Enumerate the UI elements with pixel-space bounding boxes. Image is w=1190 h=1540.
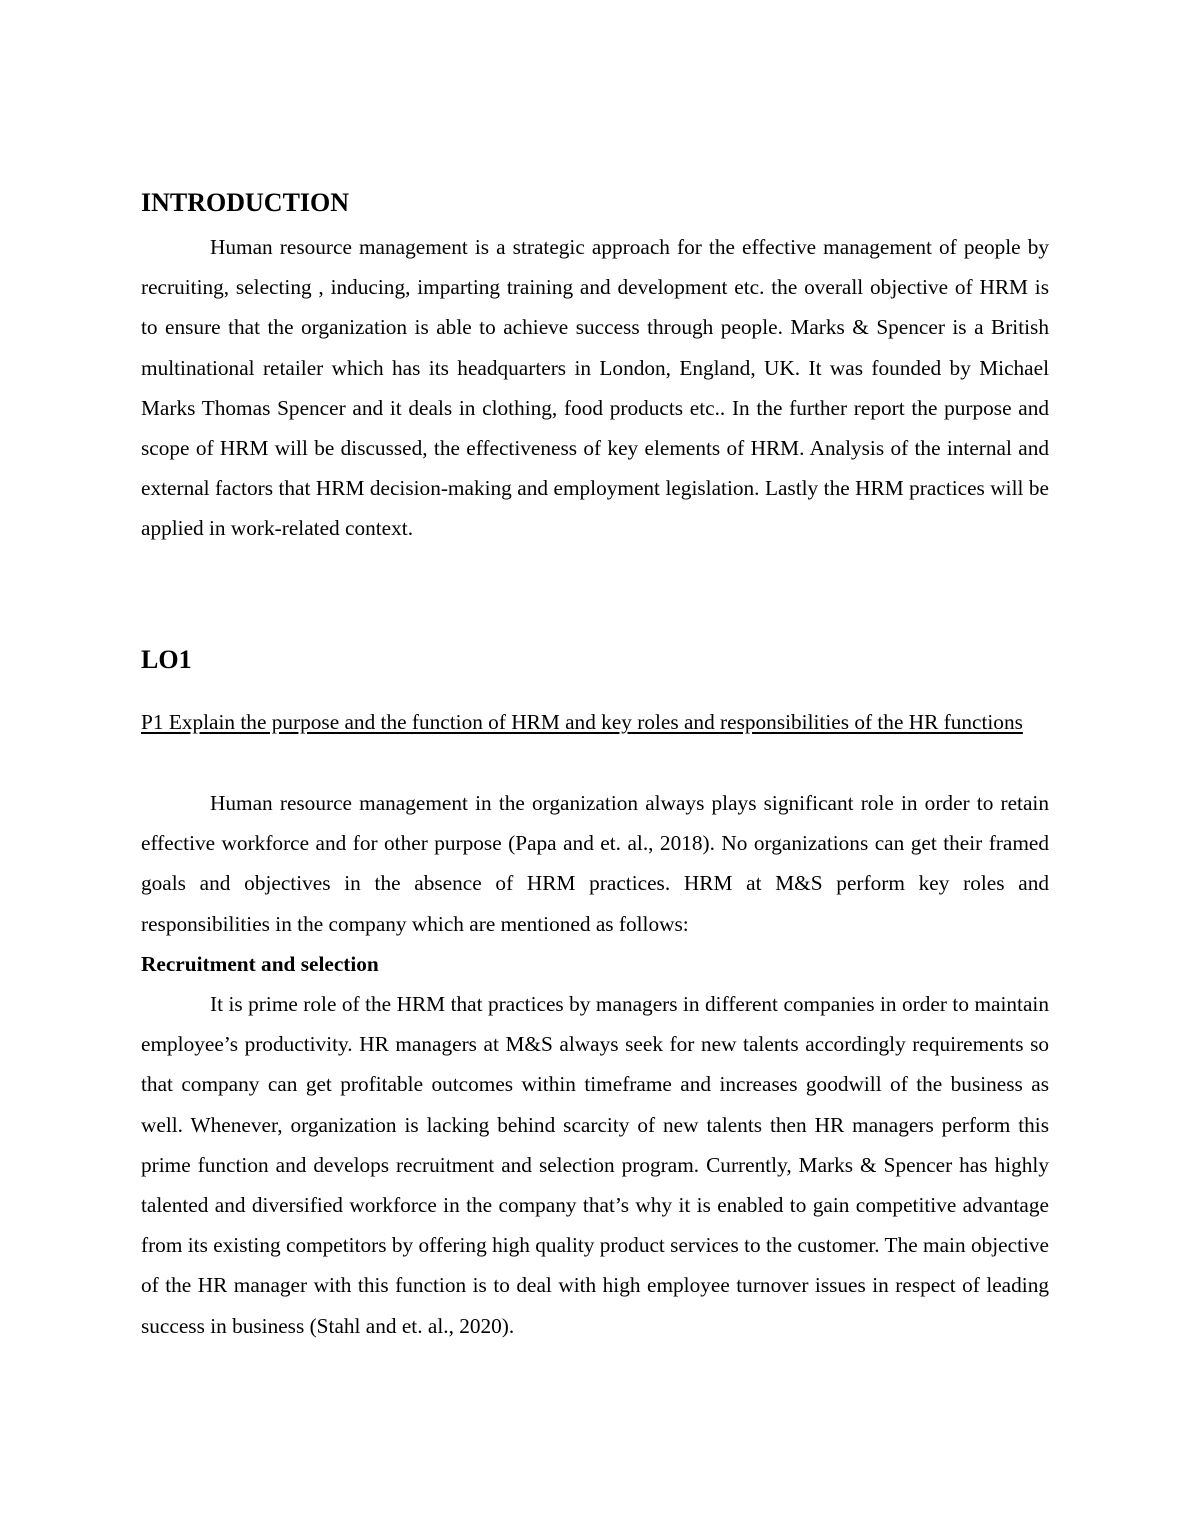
p1-subtitle: P1 Explain the purpose and the function of HRM and key roles and responsibilities of the HR functions [141,710,1023,734]
lo1-heading: LO1 [141,645,192,674]
recruitment-heading: Recruitment and selection [141,952,379,976]
introduction-heading: INTRODUCTION [141,188,350,217]
recruitment-paragraph: It is prime role of the HRM that practices by managers in different companies in order to maintain employee’s productivity. HR managers at M&S always seek for new talents accordingly requirements so that company can get profitable outcomes within timeframe and increases goodwill of the business as well. Whenever, organization is lacking behind scarcity of new talents then HR managers perform this prime function and develops recruitment and selection program. Currently, Marks & Spencer has highly talented and diversified workforce in the company that’s why it is enabled to gain competitive advantage from its existing competitors by offering high quality product services to the customer. The main objective of the HR manager with this function is to deal with high employee turnover issues in respect of leading success in business (Stahl and et. al., 2020). [141,992,1049,1338]
introduction-paragraph: Human resource management is a strategic approach for the effective management of people by recruiting, selecting , inducing, imparting training and development etc. the overall objective of HRM is to ensure that the organization is able to achieve success through people. Marks & Spencer is a British multinational retailer which has its headquarters in London, England, UK. It was founded by Michael Marks Thomas Spencer and it deals in clothing, food products etc.. In the further report the purpose and scope of HRM will be discussed, the effectiveness of key elements of HRM. Analysis of the internal and external factors that HRM decision-making and employment legislation. Lastly the HRM practices will be applied in work-related context. [141,235,1049,541]
lo1-paragraph: Human resource management in the organization always plays significant role in order to retain effective workforce and for other purpose (Papa and et. al., 2018). No organizations can get their framed goals and objectives in the absence of HRM practices. HRM at M&S perform key roles and responsibilities in the company which are mentioned as follows: [141,791,1049,936]
